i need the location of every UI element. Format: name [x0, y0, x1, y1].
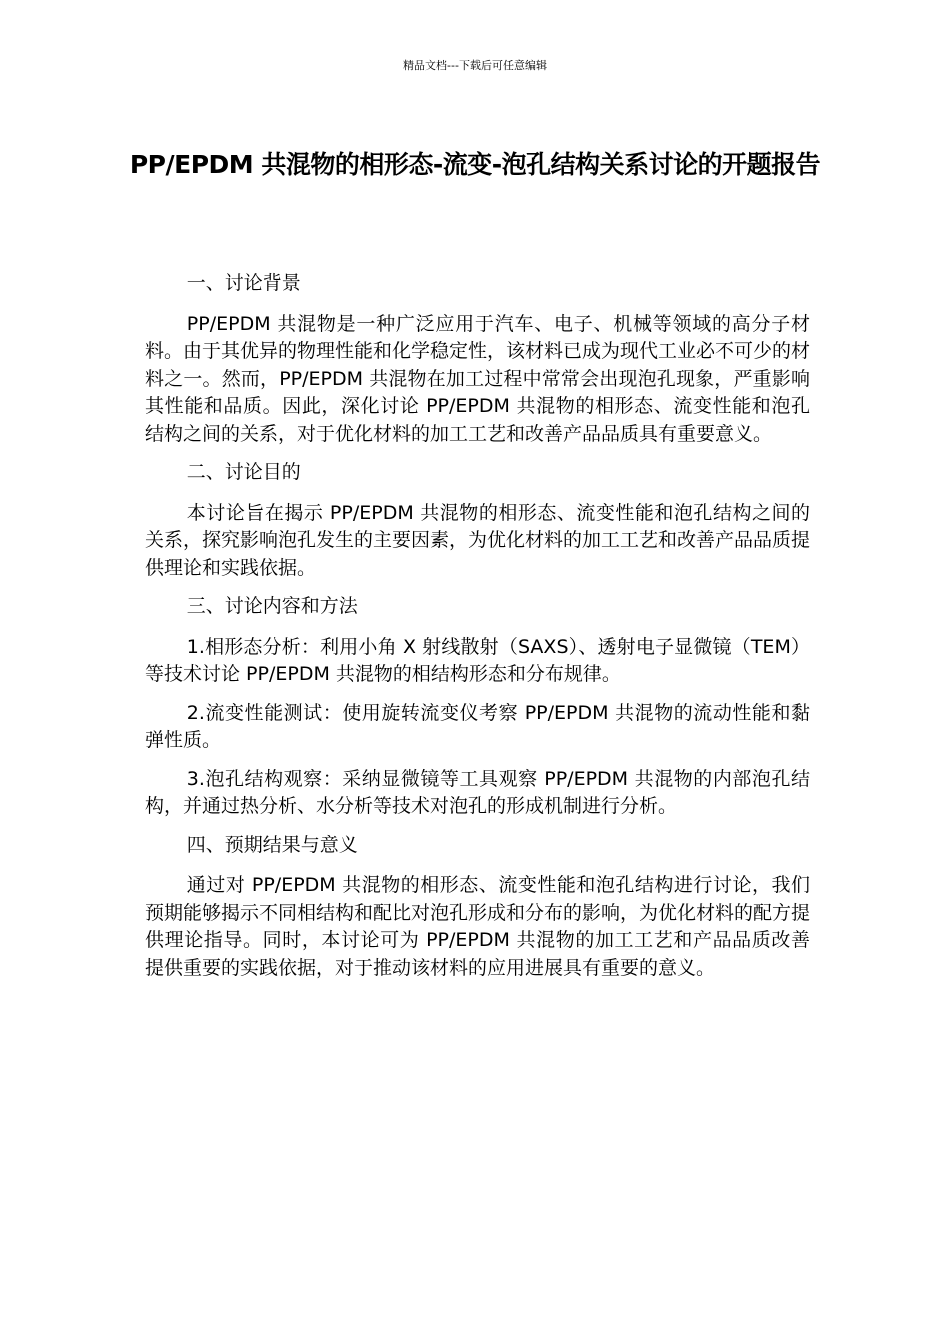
paragraph-purpose: 本讨论旨在揭示 PP/EPDM 共混物的相形态、流变性能和泡孔结构之间的关系，探究影响泡孔发生的主要因素，为优化材料的加工工艺和改善产品品质提供理论和实践依据。: [145, 501, 811, 579]
section-heading-background: 一、讨论背景: [186, 272, 301, 294]
paragraph-expected-results: 通过对 PP/EPDM 共混物的相形态、流变性能和泡孔结构进行讨论，我们预期能够揭示不同相结构和配比对泡孔形成和分布的影响，为优化材料的配方提供理论指导。同时，本讨论可为 PP/EPDM 共混物的加工工艺和产品品质改善提供重要的实践依据，对于推动该材料的应用进展具有重要的意义。: [145, 874, 811, 979]
paragraph-method-rheology: 2.流变性能测试：使用旋转流变仪考察 PP/EPDM 共混物的流动性能和黏弹性质。: [145, 701, 810, 751]
paragraph-background: PP/EPDM 共混物是一种广泛应用于汽车、电子、机械等领域的高分子材料。由于其优异的物理性能和化学稳定性，该材料已成为现代工业必不可少的材料之一。然而，PP/EPDM 共混物在加工过程中常常会出现泡孔现象，严重影响其性能和品质。因此，深化讨论 PP/EPDM 共混物的相形态、流变性能和泡孔结构之间的关系，对于优化材料的加工工艺和改善产品品质具有重要意义。: [145, 312, 811, 445]
section-heading-content-methods: 三、讨论内容和方法: [186, 595, 358, 617]
paragraph-method-cell-structure: 3.泡孔结构观察：采纳显微镜等工具观察 PP/EPDM 共混物的内部泡孔结构，并通过热分析、水分析等技术对泡孔的形成机制进行分析。: [145, 767, 810, 817]
document-body: [145, 270, 810, 993]
section-heading-expected-results: 四、预期结果与意义: [186, 833, 358, 856]
paragraph-method-phase-morphology: 1.相形态分析：利用小角 X 射线散射（SAXS）、透射电子显微镜（TEM）等技术讨论 PP/EPDM 共混物的相结构形态和分布规律。: [145, 635, 810, 685]
header-note: 精品文档---下载后可任意编辑: [403, 59, 547, 72]
document-title: PP/EPDM 共混物的相形态-流变-泡孔结构关系讨论的开题报告: [129, 150, 821, 179]
section-heading-purpose: 二、讨论目的: [186, 461, 301, 483]
